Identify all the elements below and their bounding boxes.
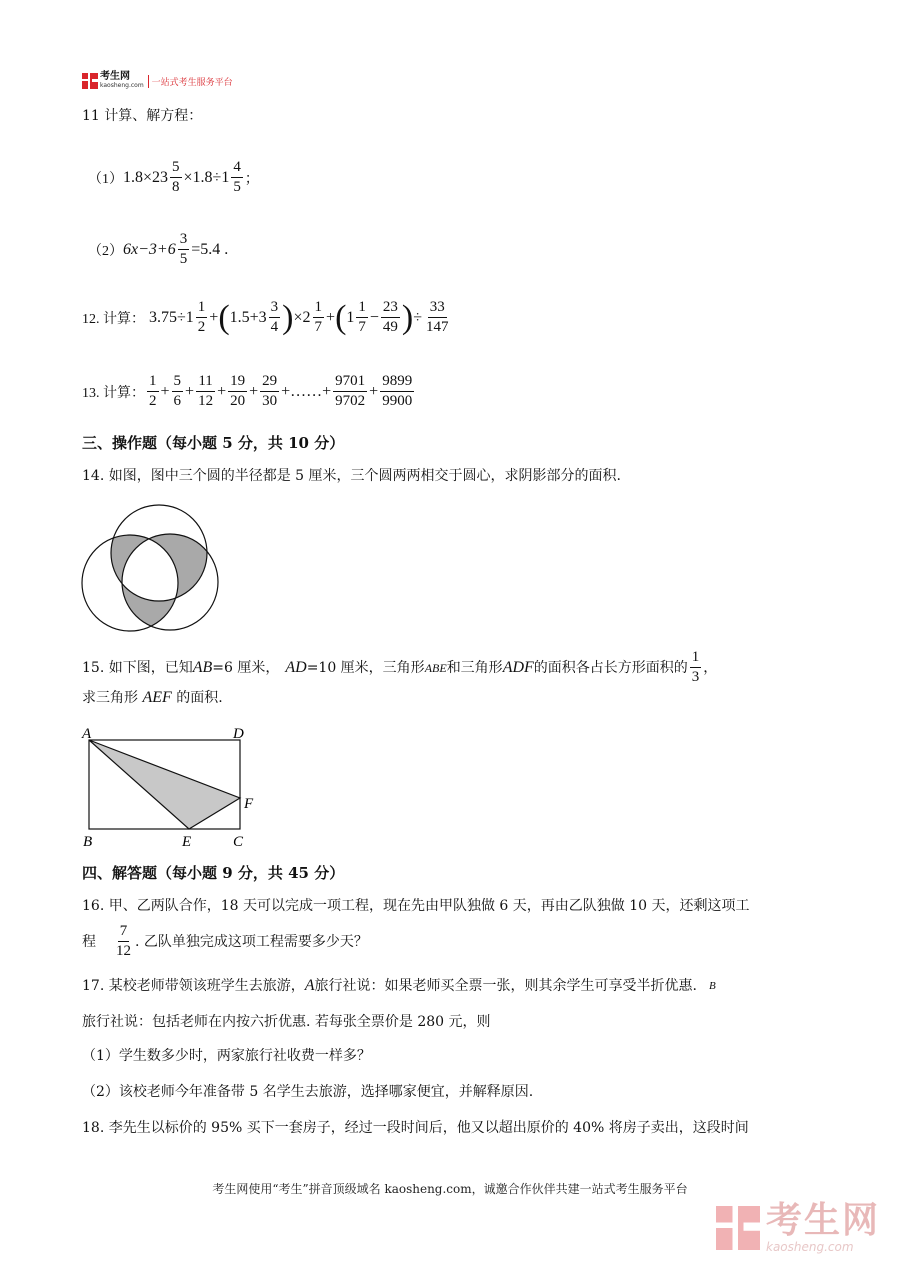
q15-l1b: =6 厘米， <box>212 659 280 676</box>
q12-i: ÷ <box>413 308 423 326</box>
q12-b: + <box>209 308 219 326</box>
q11-part1 <box>88 158 259 197</box>
q12-a: 3.75÷1 <box>149 308 194 326</box>
q15-label-a: A <box>82 726 92 742</box>
q13-frac-5: $\frac{29}{30}$ <box>262 373 278 409</box>
q15-aef: AEF <box>142 689 172 706</box>
q11-p1-num: （1） <box>88 171 123 187</box>
q13-plus-3: + <box>217 382 227 400</box>
q15-label-c: C <box>233 834 244 850</box>
q12-frac1: $\frac{1}{2}$ <box>197 299 206 335</box>
q11-p2-frac: $\frac{3}{5}$ <box>179 231 188 267</box>
watermark-brand: 考生网 <box>766 1200 881 1241</box>
q12-lparen1: ( <box>218 298 230 336</box>
q12-e: + <box>326 308 336 326</box>
q15-l2a: 求三角形 <box>82 690 143 706</box>
q12-frac2: $\frac{3}{4}$ <box>270 299 279 335</box>
q15-l1a: 15. 如下图，已知 <box>82 659 193 676</box>
q12-frac4: $\frac{1}{7}$ <box>358 299 366 335</box>
q13-plus-2: + <box>185 382 195 400</box>
header-domain: kaosheng.com <box>100 82 144 89</box>
q16-frac: $\frac{7}{12}$ <box>116 923 131 959</box>
q11-label: 11 计算、解方程： <box>82 108 203 124</box>
q15-adf: ADF <box>502 658 534 676</box>
q12-frac5: $\frac{23}{49}$ <box>382 299 398 335</box>
q11-p2-b: =5.4 . <box>191 240 229 258</box>
q12-h: − <box>369 308 379 326</box>
q14-text: 14. 如图，图中三个圆的半径都是 5 厘米，三个圆两两相交于圆心，求阴影部分的面积. <box>82 468 621 484</box>
q13-frac-2: $\frac{5}{6}$ <box>173 373 182 409</box>
q13-frac-7: $\frac{9899}{9900}$ <box>382 373 413 409</box>
q17-b: B <box>708 980 716 992</box>
q13 <box>82 372 416 411</box>
watermark-domain: kaosheng.com <box>766 1240 854 1254</box>
q15-l1f: ， <box>703 659 718 676</box>
q12-rparen2: ) <box>401 298 414 336</box>
section3-title: 三、操作题（每小题 5 分，共 10 分） <box>82 434 345 452</box>
q15-ab: AB <box>192 658 213 676</box>
q15-frac: $\frac{1}{3}$ <box>691 649 700 685</box>
q15-triangle-aef <box>89 740 240 829</box>
q11-p1-a: 1.8×23 <box>123 168 169 186</box>
q12-rparen1: ) <box>282 298 294 336</box>
q12-g: 1 <box>346 308 355 326</box>
footer-text: 考生网使用“考生”拼音顶级域名 kaosheng.com，诚邀合作伙伴共建一站式考生服务平台 <box>212 1182 688 1196</box>
q13-plus-4: + <box>249 382 259 400</box>
q16-l2b: . 乙队单独完成这项工程需要多少天？ <box>135 933 368 950</box>
q11-p1-frac1: $\frac{5}{8}$ <box>172 159 180 195</box>
q15-label-f: F <box>244 796 254 812</box>
q13-plus-1: + <box>160 382 170 400</box>
q11-p2-num: （2） <box>88 243 123 259</box>
q15-label-d: D <box>233 726 244 742</box>
q16-line1: 16. 甲、乙两队合作，18 天可以完成一项工程，现在先由甲队独做 6 天，再由乙队独做 10 天，还剩这项工 <box>82 898 750 914</box>
q15-ad: AD <box>285 658 307 676</box>
q15-label-b: B <box>83 834 93 850</box>
q13-dots: +……+ <box>281 382 332 400</box>
q17-line2: 旅行社说：包括老师在内按六折优惠. 若每张全票价是 280 元，则 <box>82 1014 491 1030</box>
q11-part2 <box>88 230 228 269</box>
q12-lparen2: ( <box>335 298 347 336</box>
q14-three-circles-figure <box>78 496 222 632</box>
watermark-logo-icon <box>716 1204 760 1252</box>
q15-l1c: =10 厘米，三角形 <box>306 659 425 676</box>
q15-label-e: E <box>182 834 192 850</box>
q16-line2 <box>82 922 368 961</box>
q11-p2-a: 6x−3+6 <box>123 240 176 258</box>
q15-l2b: 的面积. <box>171 690 223 706</box>
q16-l2a: 程 <box>82 933 96 950</box>
q11-p1-b: ×1.8÷1 <box>183 168 230 186</box>
watermark <box>716 1202 880 1254</box>
q13-frac-6: $\frac{9701}{9702}$ <box>335 373 366 409</box>
header-slogan: 一站式考生服务平台 <box>148 75 233 88</box>
section4-title: 四、解答题（每小题 9 分，共 45 分） <box>82 864 345 882</box>
q12-c: 1.5+3 <box>229 308 267 326</box>
q15-l1e: 的面积各占长方形面积的 <box>533 659 688 676</box>
q11-p1-end: ； <box>244 171 259 187</box>
q17-l1b: 旅行社说：如果老师买全票一张，则其余学生可享受半折优惠. <box>314 978 697 994</box>
q17-line1 <box>82 976 716 996</box>
q15-line2 <box>82 688 223 708</box>
q15-line1 <box>82 648 717 687</box>
kaosheng-logo-icon <box>82 73 98 89</box>
q17-l1a: 17. 某校老师带领该班学生去旅游， <box>82 978 305 994</box>
q13-frac-1: $\frac{1}{2}$ <box>149 373 157 409</box>
q17-a: A <box>304 977 315 994</box>
q12-frac6: $\frac{33}{147}$ <box>426 299 449 335</box>
q13-frac-3: $\frac{11}{12}$ <box>198 373 214 409</box>
q15-l1d: 和三角形 <box>446 659 503 676</box>
q15-rectangle-figure <box>78 722 262 852</box>
q17-sub1: （1）学生数多少时，两家旅行社收费一样多？ <box>82 1048 371 1064</box>
q12-label: 12. 计算： <box>82 311 145 327</box>
q17-sub2: （2）该校老师今年准备带 5 名学生去旅游，选择哪家便宜，并解释原因. <box>82 1084 534 1100</box>
q12-d: ×2 <box>293 308 311 326</box>
q12 <box>82 298 453 337</box>
q15-abe: ABE <box>424 660 447 675</box>
q13-frac-4: $\frac{19}{20}$ <box>230 373 246 409</box>
q12-frac3: $\frac{1}{7}$ <box>314 299 323 335</box>
header-logo <box>82 72 233 90</box>
q11-p1-frac2: $\frac{4}{5}$ <box>233 159 241 195</box>
q13-label: 13. 计算： <box>82 385 145 401</box>
q18-line1: 18. 李先生以标价的 95% 买下一套房子，经过一段时间后，他又以超出原价的 40% 将房子卖出，这段时间 <box>82 1120 749 1136</box>
q13-plus-5: + <box>369 382 379 400</box>
header-brand: 考生网 <box>100 71 130 82</box>
